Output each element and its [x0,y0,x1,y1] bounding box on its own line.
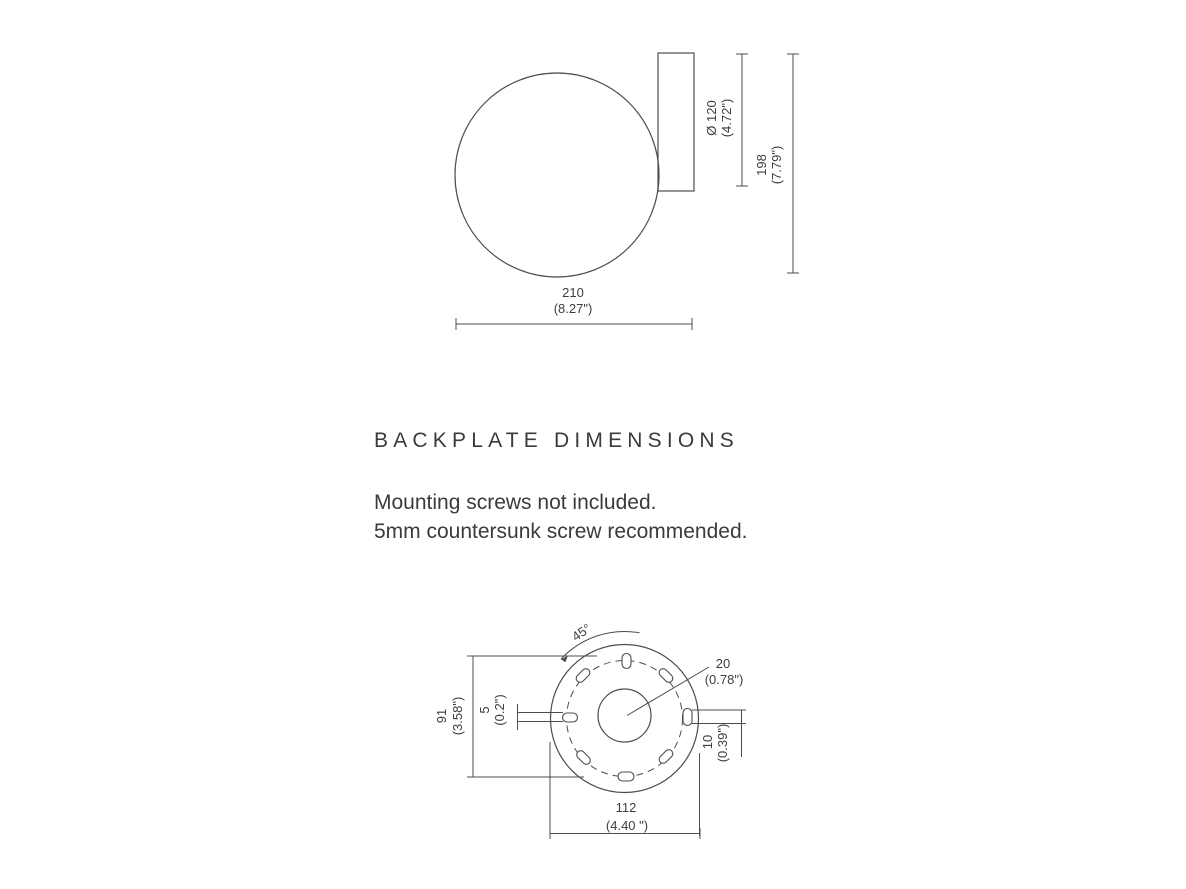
dim-slot-width-mm: 5 [477,706,492,714]
dim-backplate-diameter-mm: Ø 120 [704,100,719,136]
slot-lower-right [658,748,675,765]
slot-upper-left [575,667,592,684]
dim-overall-height-mm: 198 [754,154,769,176]
dim-slot-length-mm: 10 [700,734,715,750]
slot-right [683,709,692,726]
slot-bottom [618,772,634,781]
dim-backplate-diameter-front [550,742,700,839]
center-hole-outline [598,689,651,742]
dim-slot-length [692,710,746,762]
section-heading: BACKPLATE DIMENSIONS [374,429,740,452]
dim-overall-width-mm: 210 [562,285,584,300]
globe-outline [455,73,659,277]
note-line-2: 5mm countersunk screw recommended. [374,520,748,543]
dim-overall-width [456,285,692,330]
dim-center-hole [627,656,743,716]
note-line-1: Mounting screws not included. [374,491,657,514]
dim-overall-height [754,54,799,273]
dim-bolt-circle-mm: 91 [434,708,449,724]
dim-center-hole-inch: (0.78") [704,672,744,687]
dim-slot-width [477,694,563,730]
slot-lower-left [575,749,592,766]
dim-slot-angle-label: 45° [569,620,594,645]
slot-left [563,713,578,722]
dim-bolt-circle-inch: (3.58") [450,696,465,736]
dim-backplate-diameter-inch: (4.72") [719,98,734,138]
dim-overall-height-inch: (7.79") [769,145,784,185]
dim-center-hole-mm: 20 [715,656,731,671]
slot-top [622,654,631,669]
backplate-side-outline [658,53,694,191]
dim-slot-length-inch: (0.39") [715,723,730,763]
dim-backplate-diameter-front-mm: 112 [615,800,637,815]
dim-overall-width-inch: (8.27") [553,301,593,316]
backplate-front-view-diagram [420,595,790,847]
mounting-notes [374,488,747,546]
slot-upper-right [658,667,675,684]
mounting-slots [563,654,693,782]
dim-backplate-diameter [704,54,748,186]
angle-arrowhead [561,656,568,663]
dim-backplate-diameter-front-inch: (4.40 ") [605,818,649,833]
lamp-side-view-diagram [430,30,810,340]
dim-slot-width-inch: (0.2") [492,694,507,726]
